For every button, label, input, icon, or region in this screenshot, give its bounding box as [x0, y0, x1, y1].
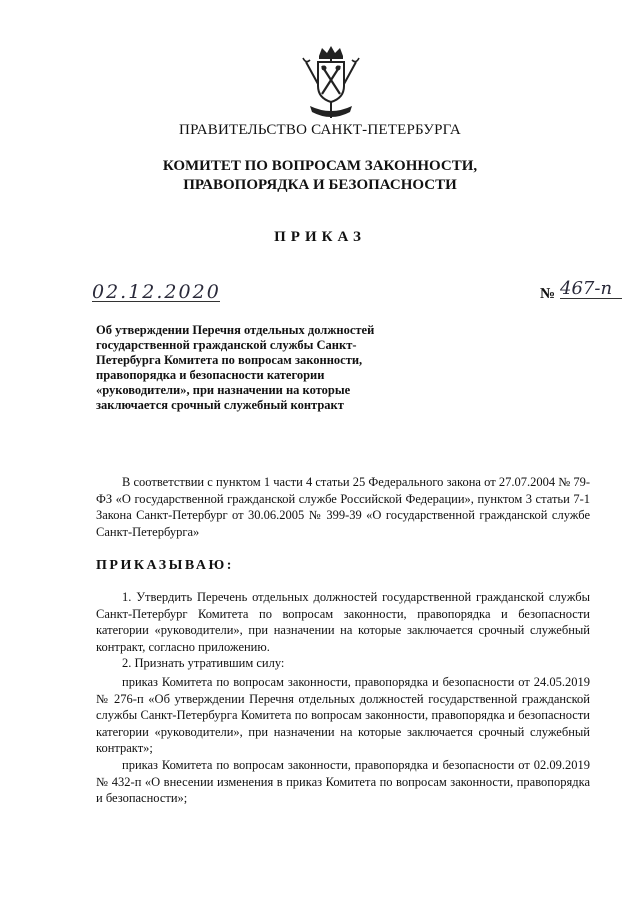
order-number-label: № — [540, 286, 556, 302]
order-number: 467-п — [560, 280, 622, 299]
government-title: ПРАВИТЕЛЬСТВО САНКТ-ПЕТЕРБУРГА — [179, 122, 461, 138]
item-2-b-paragraph: приказ Комитета по вопросам законности, правопорядка и безопасности от 02.09.2019 № 432-п «О внесении изменения в приказ Комитета по вопросам законности, правопорядка и безопасности»; — [96, 758, 590, 805]
document-type: ПРИКАЗ — [274, 229, 366, 245]
committee-title-line1: КОМИТЕТ ПО ВОПРОСАМ ЗАКОННОСТИ, — [162, 158, 478, 174]
committee-title — [0, 157, 640, 195]
preamble-paragraph: В соответствии с пунктом 1 части 4 статьи 25 Федерального закона от 27.07.2004 № 79-ФЗ «О государственной гражданской службе Российской Федерации», пунктом 3 статьи 7-1 Закона Санкт-Петербург от 30.06.2005 № 399-39 «О государственной гражданской службе Санкт-Петербурга» — [96, 475, 590, 539]
order-date: 02.12.2020 — [92, 281, 221, 303]
item-2-paragraph: 2. Признать утратившим силу: — [122, 656, 285, 670]
coat-of-arms-icon — [300, 44, 362, 122]
item-2-a-paragraph: приказ Комитета по вопросам законности, правопорядка и безопасности от 24.05.2019 № 276-п «Об утверждении Перечня отдельных должностей государственной гражданской службы Санкт-Петербурга Комитета по вопросам законности, правопорядка и безопасности категории «руководители», при назначении на которые заключается срочный служебный контракт»; — [96, 675, 590, 755]
order-subject: Об утверждении Перечня отдельных должностей государственной гражданской службы Санкт-Петербурга Комитета по вопросам законности, правопорядка и безопасности категории «руководители», при назначении на которые заключается срочный служебный контракт — [96, 323, 375, 412]
order-directive-heading: ПРИКАЗЫВАЮ: — [96, 558, 234, 573]
committee-title-line2: ПРАВОПОРЯДКА И БЕЗОПАСНОСТИ — [183, 177, 457, 193]
item-1-paragraph: 1. Утвердить Перечень отдельных должностей государственной гражданской службы Санкт-Петербург Комитета по вопросам законности, правопорядка и безопасности категории «руководители», при назначении на которые заключается срочный служебный контракт, согласно приложению. — [96, 590, 590, 654]
